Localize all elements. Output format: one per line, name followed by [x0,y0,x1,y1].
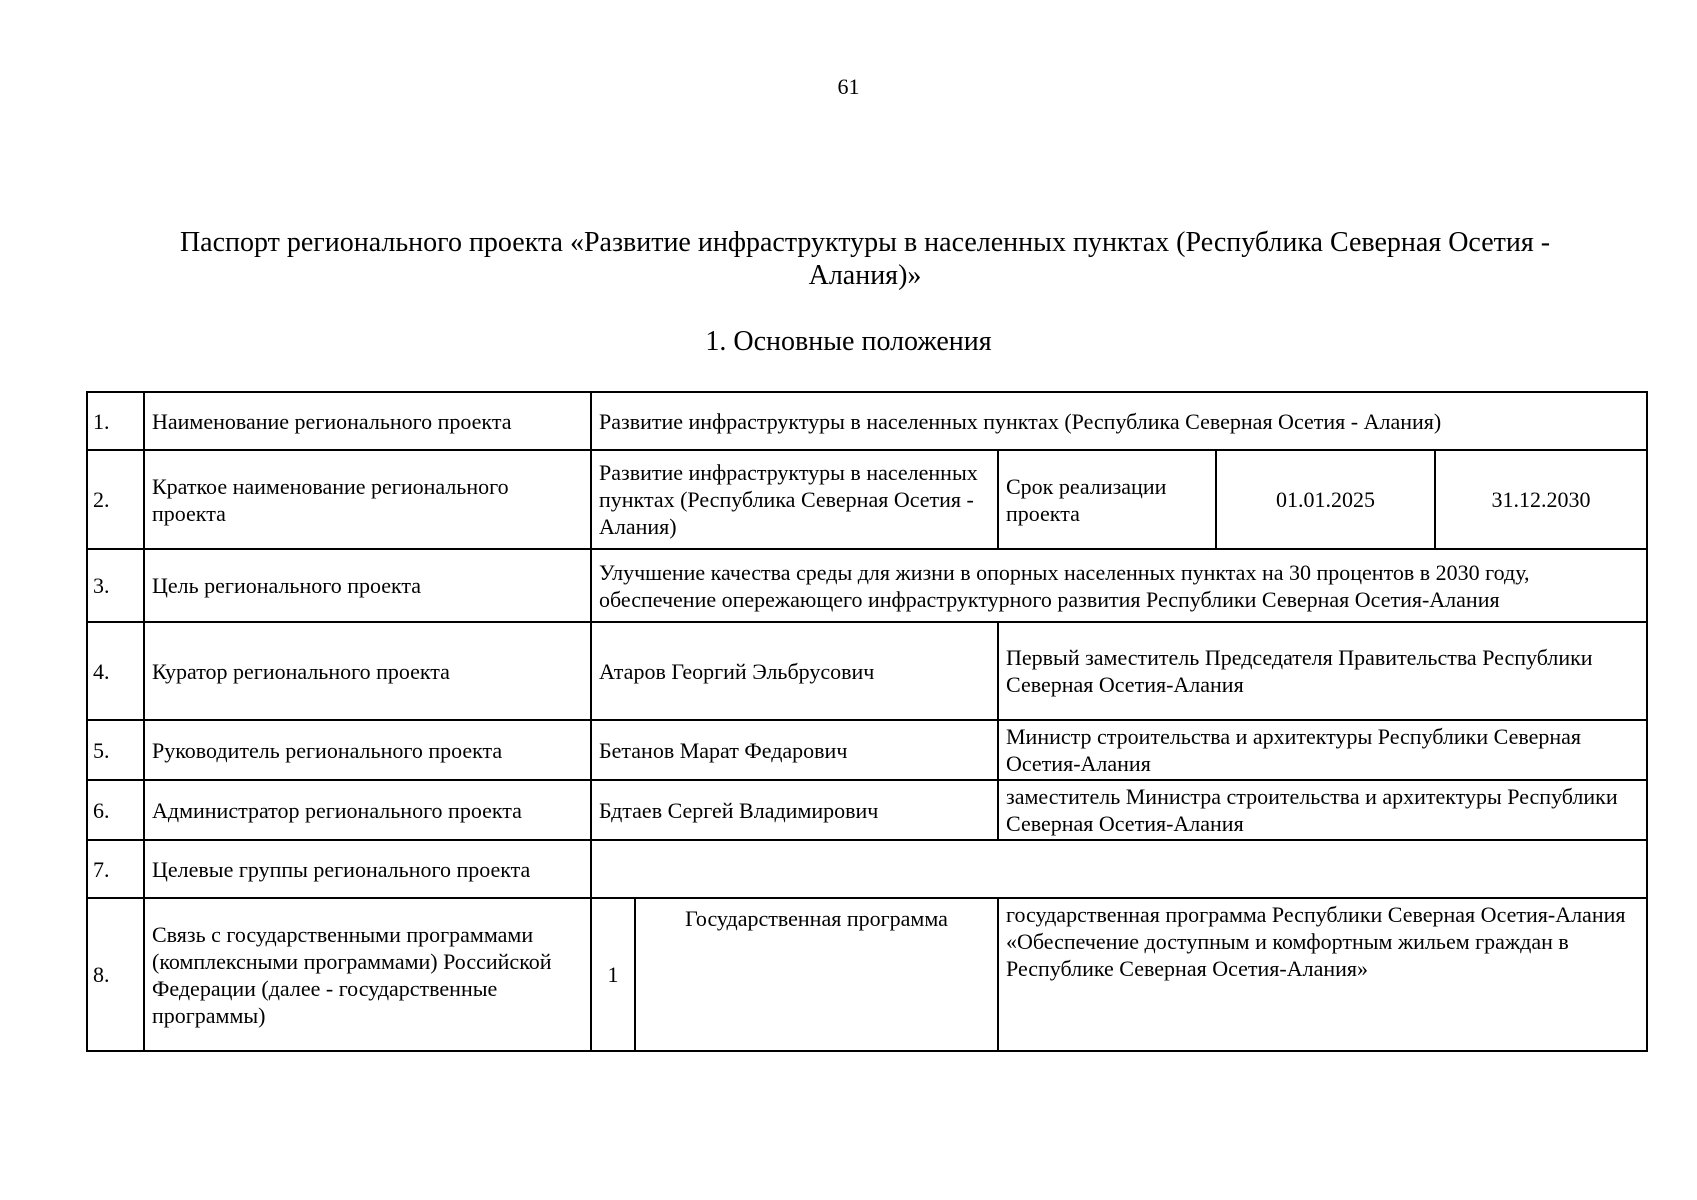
administrator-position: заместитель Министра строительства и архитектуры Республики Северная Осетия-Алания [998,780,1647,840]
table-row [87,898,1647,1051]
curator-name: Атаров Георгий Эльбрусович [591,622,998,720]
row-label: Целевые группы регионального проекта [144,840,591,898]
table-row [87,720,1647,780]
project-goal: Улучшение качества среды для жизни в опорных населенных пунктах на 30 процентов в 2030 году, обеспечение опережающего инфраструктурного развития Республики Северная Осетия-Алания [591,549,1647,622]
row-label: Связь с государственными программами (комплексными программами) Российской Федерации (далее - государственные программы) [144,898,591,1051]
row-label: Краткое наименование регионального проекта [144,450,591,549]
row-number: 4. [87,622,144,720]
row-number: 5. [87,720,144,780]
row-label: Цель регионального проекта [144,549,591,622]
row-number: 1. [87,392,144,450]
row-number: 6. [87,780,144,840]
period-label: Срок реализации проекта [998,450,1216,549]
row-label: Руководитель регионального проекта [144,720,591,780]
row-label: Наименование регионального проекта [144,392,591,450]
program-type: Государственная программа [635,898,998,1051]
row-number: 8. [87,898,144,1051]
document-title: Паспорт регионального проекта «Развитие инфраструктуры в населенных пунктах (Республика Северная Осетия - Алания)» [179,227,1551,291]
start-date: 01.01.2025 [1216,450,1435,549]
table-row [87,780,1647,840]
table-row [87,392,1647,450]
table-row [87,840,1647,898]
row-number: 3. [87,549,144,622]
project-short-name: Развитие инфраструктуры в населенных пунктах (Республика Северная Осетия - Алания) [591,450,998,549]
row-label: Куратор регионального проекта [144,622,591,720]
administrator-name: Бдтаев Сергей Владимирович [591,780,998,840]
manager-position: Министр строительства и архитектуры Республики Северная Осетия-Алания [998,720,1647,780]
manager-name: Бетанов Марат Федарович [591,720,998,780]
passport-table [86,391,1648,1052]
program-sub-number: 1 [591,898,635,1051]
end-date: 31.12.2030 [1435,450,1647,549]
row-number: 7. [87,840,144,898]
row-number: 2. [87,450,144,549]
section-title: 1. Основные положения [705,326,992,357]
program-name: государственная программа Республики Северная Осетия-Алания «Обеспечение доступным и комфортным жильем граждан в Республике Северная Осетия-Алания» [998,898,1647,1051]
page-number: 61 [837,74,860,99]
curator-position: Первый заместитель Председателя Правительства Республики Северная Осетия-Алания [998,622,1647,720]
table-row [87,549,1647,622]
project-name: Развитие инфраструктуры в населенных пунктах (Республика Северная Осетия - Алания) [591,392,1647,450]
table-row [87,450,1647,549]
table-row [87,622,1647,720]
target-groups [591,840,1647,898]
row-label: Администратор регионального проекта [144,780,591,840]
